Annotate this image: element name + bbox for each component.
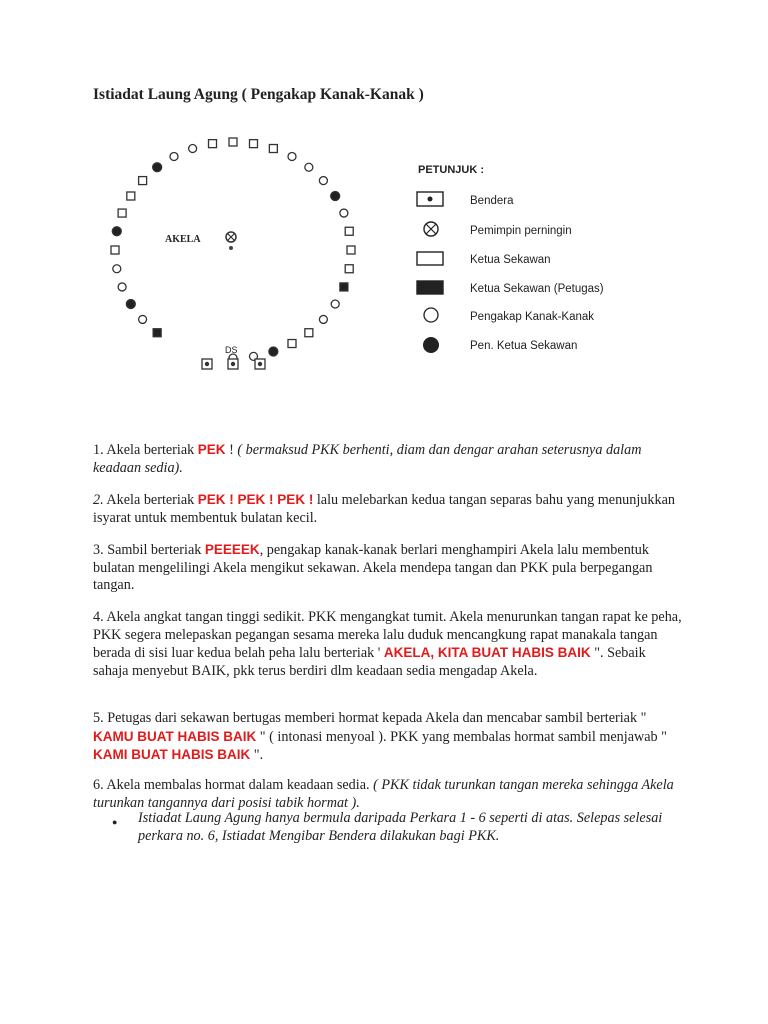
patrol-leader-marker [139, 177, 147, 185]
akela-label: AKELA [165, 234, 201, 245]
patrol-leader-marker [347, 246, 355, 254]
cub-scout-marker [319, 315, 327, 323]
flag-dot [258, 362, 262, 366]
patrol-leader-marker [229, 138, 237, 146]
cub-scout-marker [170, 152, 178, 160]
bullet-marker-icon: ● [112, 817, 118, 827]
patrol-leader-marker [111, 246, 119, 254]
flag-dot [231, 362, 235, 366]
white-circle-icon [424, 308, 438, 322]
legend [417, 164, 604, 353]
patrol-leader-duty-marker [340, 283, 348, 291]
akela-marker [165, 232, 236, 250]
cub-scout-marker [319, 177, 327, 185]
legend-title: PETUNJUK : [418, 164, 485, 176]
cub-scout-marker [305, 163, 313, 171]
patrol-leader-marker [209, 140, 217, 148]
cub-scout-marker [331, 300, 339, 308]
patrol-leader-marker [345, 265, 353, 273]
flag-dot [205, 362, 209, 366]
cub-scout-marker [139, 315, 147, 323]
assistant-leader-marker [331, 192, 340, 201]
step-2: 2. Akela berteriak PEK ! PEK ! PEK ! lalu melebarkan kedua tangan separas bahu yang menunjukkan isyarat untuk membentuk bulatan kecil. [93, 492, 675, 526]
page-title: Istiadat Laung Agung ( Pengakap Kanak-Kanak ) [93, 86, 424, 103]
patrol-leader-marker [305, 329, 313, 337]
cub-scout-marker [118, 283, 126, 291]
legend-label-ketua: Ketua Sekawan [470, 254, 551, 266]
cub-scout-marker [288, 152, 296, 160]
patrol-leader-marker [288, 340, 296, 348]
cub-scout-marker [189, 145, 197, 153]
cub-scout-marker [340, 209, 348, 217]
step-5: 5. Petugas dari sekawan bertugas memberi hormat kepada Akela dan mencabar sambil berteriak " KAMU BUAT HABIS BAIK " ( intonasi menyoal ). PKK yang membalas hormat sambil menjawab " KAMI BUAT HABIS BAIK ". [93, 710, 667, 763]
assistant-leader-marker [112, 227, 121, 236]
step-4: 4. Akela angkat tangan tinggi sedikit. PKK mengangkat tumit. Akela menurunkan tangan rapat ke peha, PKK segera melepaskan pegangan sesama mereka lalu duduk mencangkung rapat manakala tangan berada di sisi luar kedua belah peha lalu berteriak ' AKELA, KITA BUAT HABIS BAIK ". Sebaik sahaja menyebut BAIK, pkk terus berdiri dlm keadaan sedia mengadap Akela. [93, 609, 682, 679]
patrol-leader-marker [269, 145, 277, 153]
black-circle-icon [423, 337, 439, 353]
step-3: 3. Sambil berteriak PEEEEK, pengakap kanak-kanak berlari menghampiri Akela lalu membentuk bulatan mengelilingi Akela mengikut sekawan. Akela mendepa tangan dan PKK pula berpegangan tangan. [93, 542, 653, 593]
assistant-leader-marker [126, 300, 135, 309]
legend-label-petugas: Ketua Sekawan (Petugas) [470, 283, 604, 295]
black-rect-icon [417, 281, 443, 294]
step-1: 1. Akela berteriak PEK ! ( bermaksud PKK berhenti, diam dan dengar arahan seterusnya dalam keadaan sedia). [93, 442, 642, 476]
step-6: 6. Akela membalas hormat dalam keadaan sedia. ( PKK tidak turunkan tangan mereka sehingga Akela turunkan tangannya dari posisi tabik hormat ). [93, 777, 674, 811]
formation-diagram [90, 118, 670, 388]
patrol-leader-duty-marker [153, 329, 161, 337]
assistant-leader-marker [153, 163, 162, 172]
patrol-leader-marker [249, 140, 257, 148]
assistant-leader-marker [269, 347, 278, 356]
white-rect-icon [417, 252, 443, 265]
legend-label-pkk: Pengakap Kanak-Kanak [470, 311, 595, 323]
legend-label-bendera: Bendera [470, 195, 514, 207]
cub-scout-marker [113, 265, 121, 273]
scout-circle [111, 138, 355, 369]
legend-label-pemimpin: Pemimpin perningin [470, 225, 572, 237]
patrol-leader-marker [127, 192, 135, 200]
akela-dot [229, 246, 233, 250]
patrol-leader-marker [345, 227, 353, 235]
patrol-leader-marker [118, 209, 126, 217]
bullet-note: Istiadat Laung Agung hanya bermula daripada Perkara 1 - 6 seperti di atas. Selepas selesai perkara no. 6, Istiadat Mengibar Bendera dilakukan bagi PKK. [138, 810, 663, 844]
ds-label: DS [225, 345, 238, 355]
legend-label-pen-ketua: Pen. Ketua Sekawan [470, 340, 578, 352]
